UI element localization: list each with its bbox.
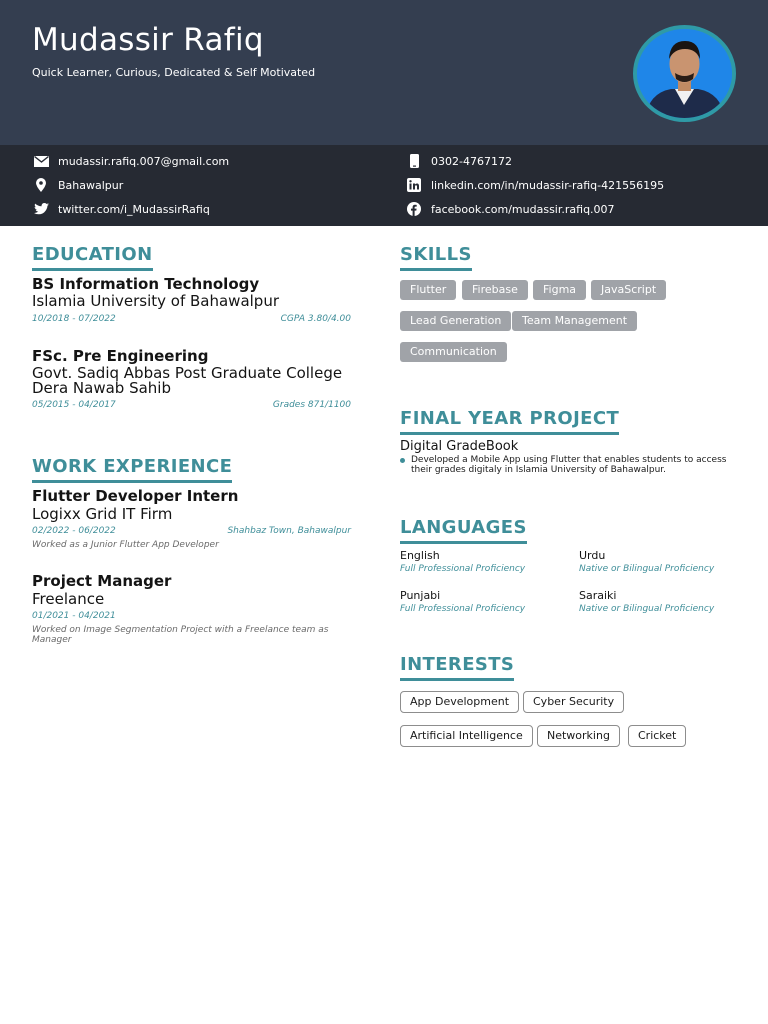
job-role: Project Manager bbox=[32, 572, 172, 590]
job-company: Freelance bbox=[32, 590, 105, 608]
skill-tag: Firebase bbox=[462, 280, 528, 300]
phone-icon bbox=[406, 153, 422, 169]
contact-facebook[interactable] bbox=[406, 201, 615, 217]
skill-tag: Figma bbox=[533, 280, 586, 300]
linkedin-icon bbox=[406, 177, 422, 193]
twitter-icon bbox=[33, 201, 49, 217]
interests-heading: INTERESTS bbox=[400, 654, 514, 681]
skill-tag: Flutter bbox=[400, 280, 456, 300]
languages-heading: LANGUAGES bbox=[400, 517, 527, 544]
facebook-icon bbox=[406, 201, 422, 217]
education-school: Islamia University of Bahawalpur bbox=[32, 292, 280, 310]
education-dates: 05/2015 - 04/2017 bbox=[32, 400, 116, 410]
skills-heading: SKILLS bbox=[400, 244, 472, 271]
education-school: Govt. Sadiq Abbas Post Graduate College bbox=[32, 364, 343, 382]
contact-linkedin[interactable] bbox=[406, 177, 664, 193]
contact-twitter[interactable] bbox=[33, 201, 210, 217]
education-score: CGPA 3.80/4.00 bbox=[280, 314, 351, 324]
contact-phone[interactable] bbox=[406, 153, 512, 169]
project-heading: FINAL YEAR PROJECT bbox=[400, 408, 619, 435]
facebook-text: facebook.com/mudassir.rafiq.007 bbox=[431, 202, 615, 216]
interest-tag: Cricket bbox=[628, 725, 686, 747]
language-name: Urdu bbox=[579, 549, 606, 562]
bullet-icon bbox=[400, 458, 405, 463]
job-dates: 02/2022 - 06/2022 bbox=[32, 526, 116, 536]
language-level: Native or Bilingual Proficiency bbox=[579, 604, 715, 614]
job-role: Flutter Developer Intern bbox=[32, 487, 239, 505]
work-heading: WORK EXPERIENCE bbox=[32, 456, 232, 483]
education-dates: 10/2018 - 07/2022 bbox=[32, 314, 116, 324]
job-dates: 01/2021 - 04/2021 bbox=[32, 611, 116, 621]
email-text: mudassir.rafiq.007@gmail.com bbox=[58, 154, 230, 168]
linkedin-text: linkedin.com/in/mudassir-rafiq-421556195 bbox=[431, 178, 665, 192]
skill-tag: JavaScript bbox=[591, 280, 666, 300]
interest-tag: App Development bbox=[400, 691, 519, 713]
project-description: Developed a Mobile App using Flutter that enables students to access their grades digitaly in Islamia University of Bahawalpur. bbox=[411, 455, 727, 475]
interest-tag: Cyber Security bbox=[523, 691, 624, 713]
skill-tag: Communication bbox=[400, 342, 507, 362]
twitter-text: twitter.com/i_MudassirRafiq bbox=[58, 202, 210, 216]
project-name: Digital GradeBook bbox=[400, 439, 519, 454]
language-level: Native or Bilingual Proficiency bbox=[579, 564, 715, 574]
education-degree: BS Information Technology bbox=[32, 275, 260, 293]
location-text: Bahawalpur bbox=[58, 178, 124, 192]
contact-location bbox=[33, 177, 123, 193]
education-degree: FSc. Pre Engineering bbox=[32, 347, 209, 365]
education-school-location: Dera Nawab Sahib bbox=[32, 379, 171, 397]
language-level: Full Professional Proficiency bbox=[400, 564, 526, 574]
job-company: Logixx Grid IT Firm bbox=[32, 505, 173, 523]
education-heading: EDUCATION bbox=[32, 244, 153, 271]
location-icon bbox=[33, 177, 49, 193]
contact-bar bbox=[0, 145, 768, 226]
job-location: Shahbaz Town, Bahawalpur bbox=[227, 526, 351, 536]
language-level: Full Professional Proficiency bbox=[400, 604, 526, 614]
full-name: Mudassir Rafiq bbox=[32, 22, 264, 58]
contact-email[interactable] bbox=[33, 153, 229, 169]
email-icon bbox=[33, 153, 49, 169]
language-name: Punjabi bbox=[400, 589, 441, 602]
phone-text: 0302-4767172 bbox=[431, 154, 512, 168]
interest-tag: Networking bbox=[537, 725, 620, 747]
skill-tag: Team Management bbox=[512, 311, 637, 331]
profile-photo bbox=[633, 25, 736, 122]
language-name: Saraiki bbox=[579, 589, 617, 602]
education-score: Grades 871/1100 bbox=[272, 400, 351, 410]
interest-tag: Artificial Intelligence bbox=[400, 725, 533, 747]
tagline: Quick Learner, Curious, Dedicated & Self Motivated bbox=[32, 66, 316, 79]
skill-tag: Lead Generation bbox=[400, 311, 511, 331]
resume-header bbox=[0, 0, 768, 145]
language-name: English bbox=[400, 549, 440, 562]
job-description: Worked on Image Segmentation Project with a Freelance team as Manager bbox=[32, 625, 329, 645]
job-description: Worked as a Junior Flutter App Developer bbox=[32, 540, 219, 550]
